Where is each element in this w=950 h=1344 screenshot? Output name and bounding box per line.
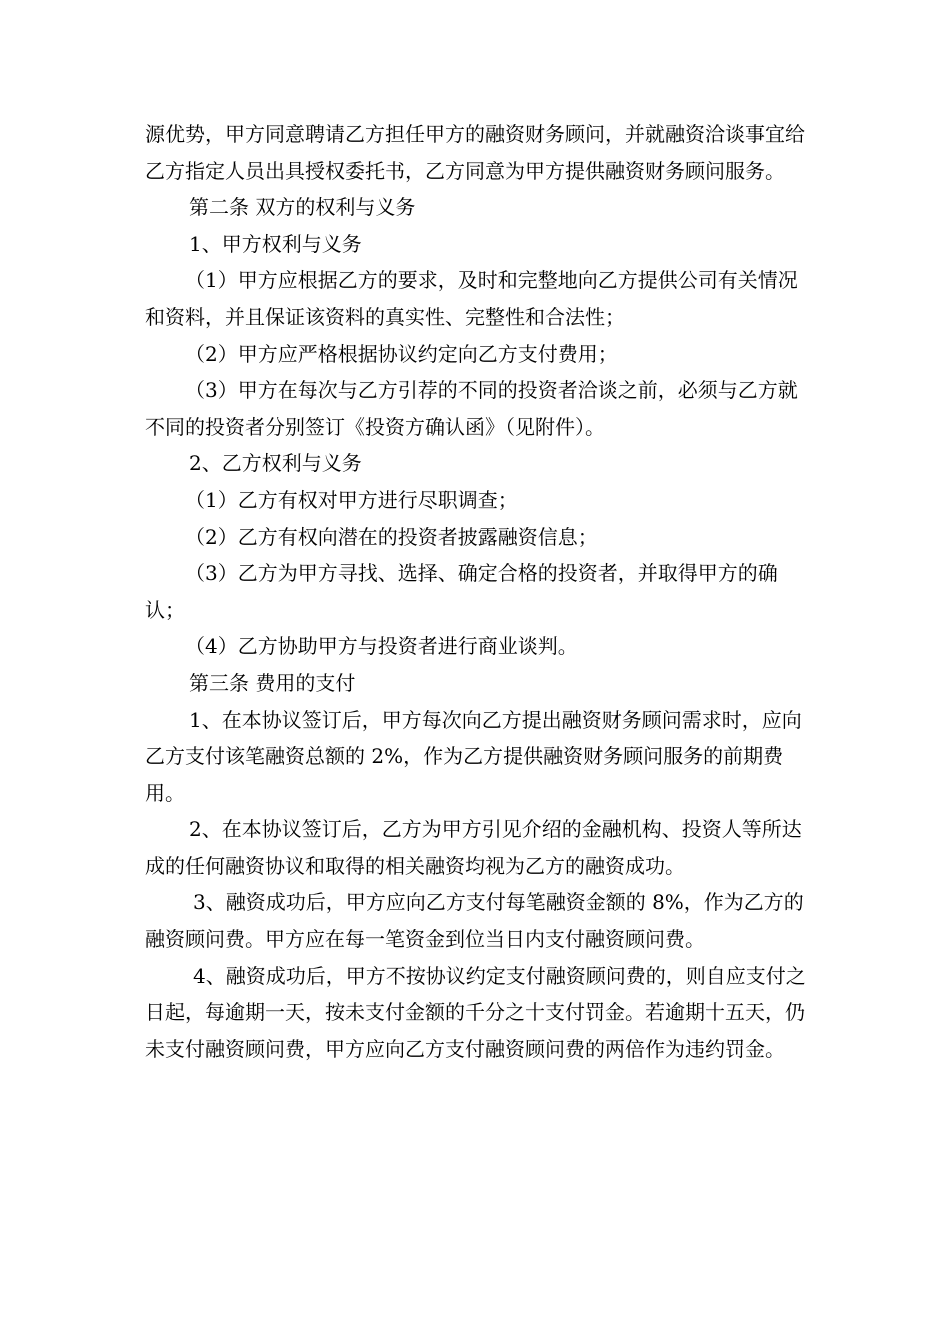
payment-clause-1: 1、在本协议签订后，甲方每次向乙方提出融资财务顾问需求时，应向乙方支付该笔融资总额的 2%，作为乙方提供融资财务顾问服务的前期费用。 <box>145 707 802 805</box>
document-body <box>145 116 810 1067</box>
payment-clause-4: 4、融资成功后，甲方不按协议约定支付融资顾问费的，则自应支付之日起，每逾期一天，按未支付金额的千分之十支付罚金。若逾期十五天，仍未支付融资顾问费，甲方应向乙方支付融资顾问费的两倍作为违约罚金。 <box>145 963 806 1061</box>
payment-clause-2: 2、在本协议签订后，乙方为甲方引见介绍的金融机构、投资人等所达成的任何融资协议和取得的相关融资均视为乙方的融资成功。 <box>145 817 802 878</box>
party-a-clause-1: （1）甲方应根据乙方的要求，及时和完整地向乙方提供公司有关情况和资料，并且保证该资料的真实性、完整性和合法性； <box>145 268 798 329</box>
paragraph-intro-continued: 源优势，甲方同意聘请乙方担任甲方的融资财务顾问，并就融资洽谈事宜给乙方指定人员出具授权委托书，乙方同意为甲方提供融资财务顾问服务。 <box>145 122 805 183</box>
party-b-clause-3: （3）乙方为甲方寻找、选择、确定合格的投资者，并取得甲方的确认； <box>145 561 778 622</box>
section-party-b-heading: 2、乙方权利与义务 <box>189 451 362 476</box>
party-b-clause-1: （1）乙方有权对甲方进行尽职调查； <box>185 487 518 512</box>
article-3-heading: 第三条 费用的支付 <box>189 670 356 695</box>
article-2-heading: 第二条 双方的权利与义务 <box>189 195 416 220</box>
party-a-clause-3: （3）甲方在每次与乙方引荐的不同的投资者洽谈之前，必须与乙方就不同的投资者分别签订《投资方确认函》（见附件）。 <box>145 378 798 439</box>
payment-clause-3: 3、融资成功后，甲方应向乙方支付每笔融资金额的 8%，作为乙方的融资顾问费。甲方应在每一笔资金到位当日内支付融资顾问费。 <box>145 890 804 952</box>
party-b-clause-4: （4）乙方协助甲方与投资者进行商业谈判。 <box>185 634 578 659</box>
section-party-a-heading: 1、甲方权利与义务 <box>189 231 362 256</box>
party-a-clause-2: （2）甲方应严格根据协议约定向乙方支付费用； <box>185 341 618 366</box>
party-b-clause-2: （2）乙方有权向潜在的投资者披露融资信息； <box>185 524 598 549</box>
